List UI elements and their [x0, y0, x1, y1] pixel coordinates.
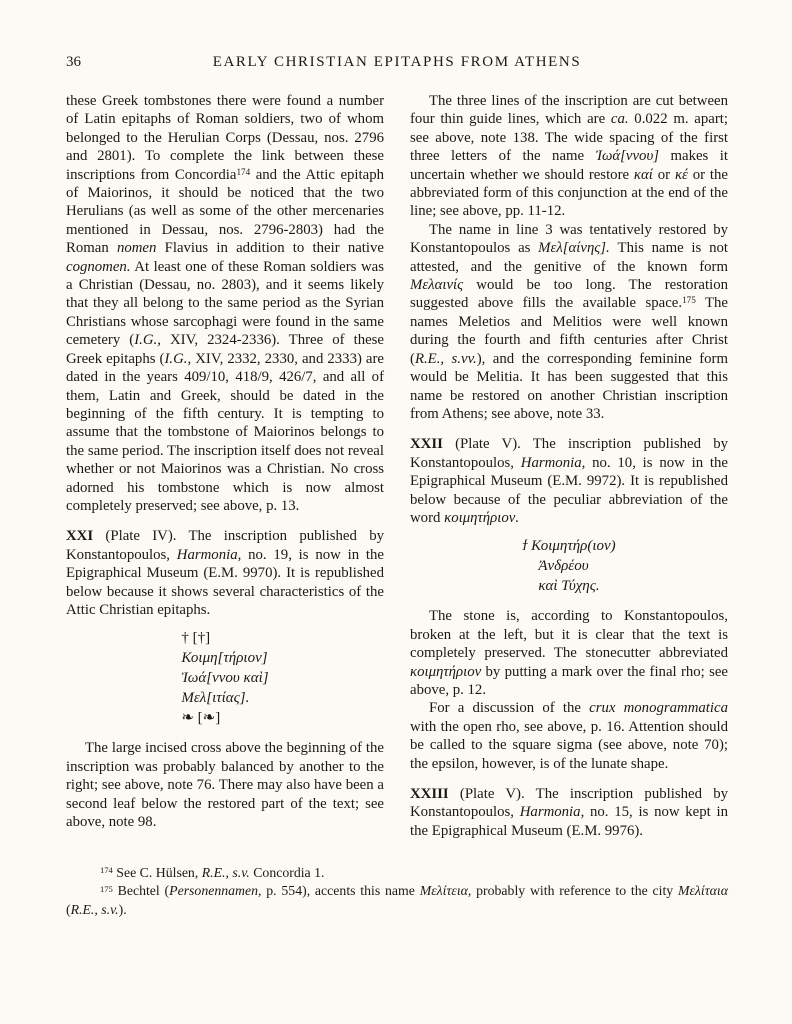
right-column	[410, 92, 728, 840]
page-header	[66, 54, 728, 74]
left-column	[66, 92, 384, 840]
inscription-cross-line: † [†]	[181, 630, 211, 647]
inscription-line: καὶ Τύχης.	[538, 578, 600, 595]
inscription-staurogram-line: ϯ Κοιμητήρ(ιον)	[522, 538, 616, 555]
page-title: EARLY CHRISTIAN EPITAPHS FROM ATHENS	[212, 54, 582, 70]
paragraph-name-restoration: The name in line 3 was tentatively restored by Konstantopoulos as Μελ[αίνης]. This name is not attested, and the genitive of the known form Μελαινίς would be too long. The restoration suggested above fills the available space.$^{175}$ The names Meletios and Melitios were well known during the fourth and fifth centuries after Christ (R.E., s.vv.), and the corresponding feminine form would be Melitia. It has been suggested that this name be restored on another Christian inscription from Athens; see above, note 33.	[410, 221, 728, 422]
inscription-hedera-leaf-line: ❧ [❧]	[181, 710, 221, 727]
paragraph-herulian-epitaphs: these Greek tombstones there were found a number of Latin epitaphs of Roman soldiers, two of whom belonged to the Herulian Corps (Dessau, nos. 2796 and 2801). To complete the link between these inscriptions from Concordia$^{174}$ and the Attic epitaph of Maiorinos, it should be noticed that the two Herulians (as well as some of the other mercenaries mentioned in Dessau, nos. 2796-2803) had the Roman nomen Flavius in addition to their native cognomen. At least one of these Roman soldiers was a Christian (Dessau, no. 2803), and it seems likely that they all belong to the same period as the Syrian Christians whose sarcophagi were found in the same cemetery (I.G., XIV, 2324-2336). Three of these Greek epitaphs (I.G., XIV, 2332, 2330, and 2333) are dated in the years 409/10, 418/9, 426/7, and all of them, Latin and Greek, should be dated in the beginning of the fifth century. It is tempting to assume that the tombstone of Maiorinos belongs to the same period. The inscription itself does not reveal whether or not Maiorinos was a Christian. No cross adorned his tombstone which is now almost completely preserved; see above, p. 13.	[66, 93, 384, 514]
inscription-line: Μελ[ιτίας].	[181, 690, 250, 707]
inscription-line: Κοιμη[τήριον]	[181, 650, 268, 667]
inscription-line: Ἰωά[ννου καὶ]	[181, 670, 269, 687]
page-number: 36	[66, 54, 81, 70]
footnotes	[66, 864, 728, 919]
footnote-174: $^{174}$ See C. Hülsen, R.E., s.v. Concordia 1.	[100, 865, 325, 881]
text-columns	[66, 92, 728, 840]
section-xxi-paragraph: XXI (Plate IV). The inscription published by Konstantopoulos, Harmonia, no. 19, is now in the Epigraphical Museum (E.M. 9970). It is republished below because it shows several characteristics of the Attic Christian epitaphs.	[66, 528, 384, 618]
inscription-block	[181, 628, 268, 728]
inscription-block	[522, 536, 615, 596]
section-xxii-paragraph: XXII (Plate V). The inscription published by Konstantopoulos, Harmonia, no. 10, is now in the Epigraphical Museum (E.M. 9972). It is republished below because of the peculiar abbreviation of the word κοιμητήριον.	[410, 436, 728, 526]
inscription-xxii	[410, 536, 728, 596]
inscription-xxi	[66, 628, 384, 728]
paragraph-stone-condition: The stone is, according to Konstantopoulos, broken at the left, but it is clear that the text is completely preserved. The stonecutter abbreviated κοιμητήριον by putting a mark over the final rho; see above, p. 12.	[410, 608, 728, 698]
paragraph-guide-lines: The three lines of the inscription are cut between four thin guide lines, which are ca. 0.022 m. apart; see above, note 138. The wide spacing of the first three letters of the name Ἰωά[ννου] makes it uncertain whether we should restore καί or κέ or the abbreviated form of this conjunction at the end of the line; see above, pp. 11-12.	[410, 93, 728, 220]
paragraph-incised-cross: The large incised cross above the beginning of the inscription was probably balanced by another to the right; see above, note 76. There may also have been a second leaf below the restored part of the text; see above, note 98.	[66, 740, 384, 830]
section-xxiii-paragraph: XXIII (Plate V). The inscription published by Konstantopoulos, Harmonia, no. 15, is now kept in the Epigraphical Museum (E.M. 9976).	[410, 786, 728, 839]
inscription-line: Ἀνδρέου	[538, 558, 589, 575]
footnote-175: $^{175}$ Bechtel (Personennamen, p. 554), accents this name Μελίτεια, probably with reference to the city Μελίταια (R.E., s.v.).	[66, 883, 728, 917]
paragraph-crux-discussion: For a discussion of the crux monogrammatica with the open rho, see above, p. 16. Attention should be called to the square sigma (see above, note 70); the epsilon, however, is of the lunate shape.	[410, 700, 728, 772]
